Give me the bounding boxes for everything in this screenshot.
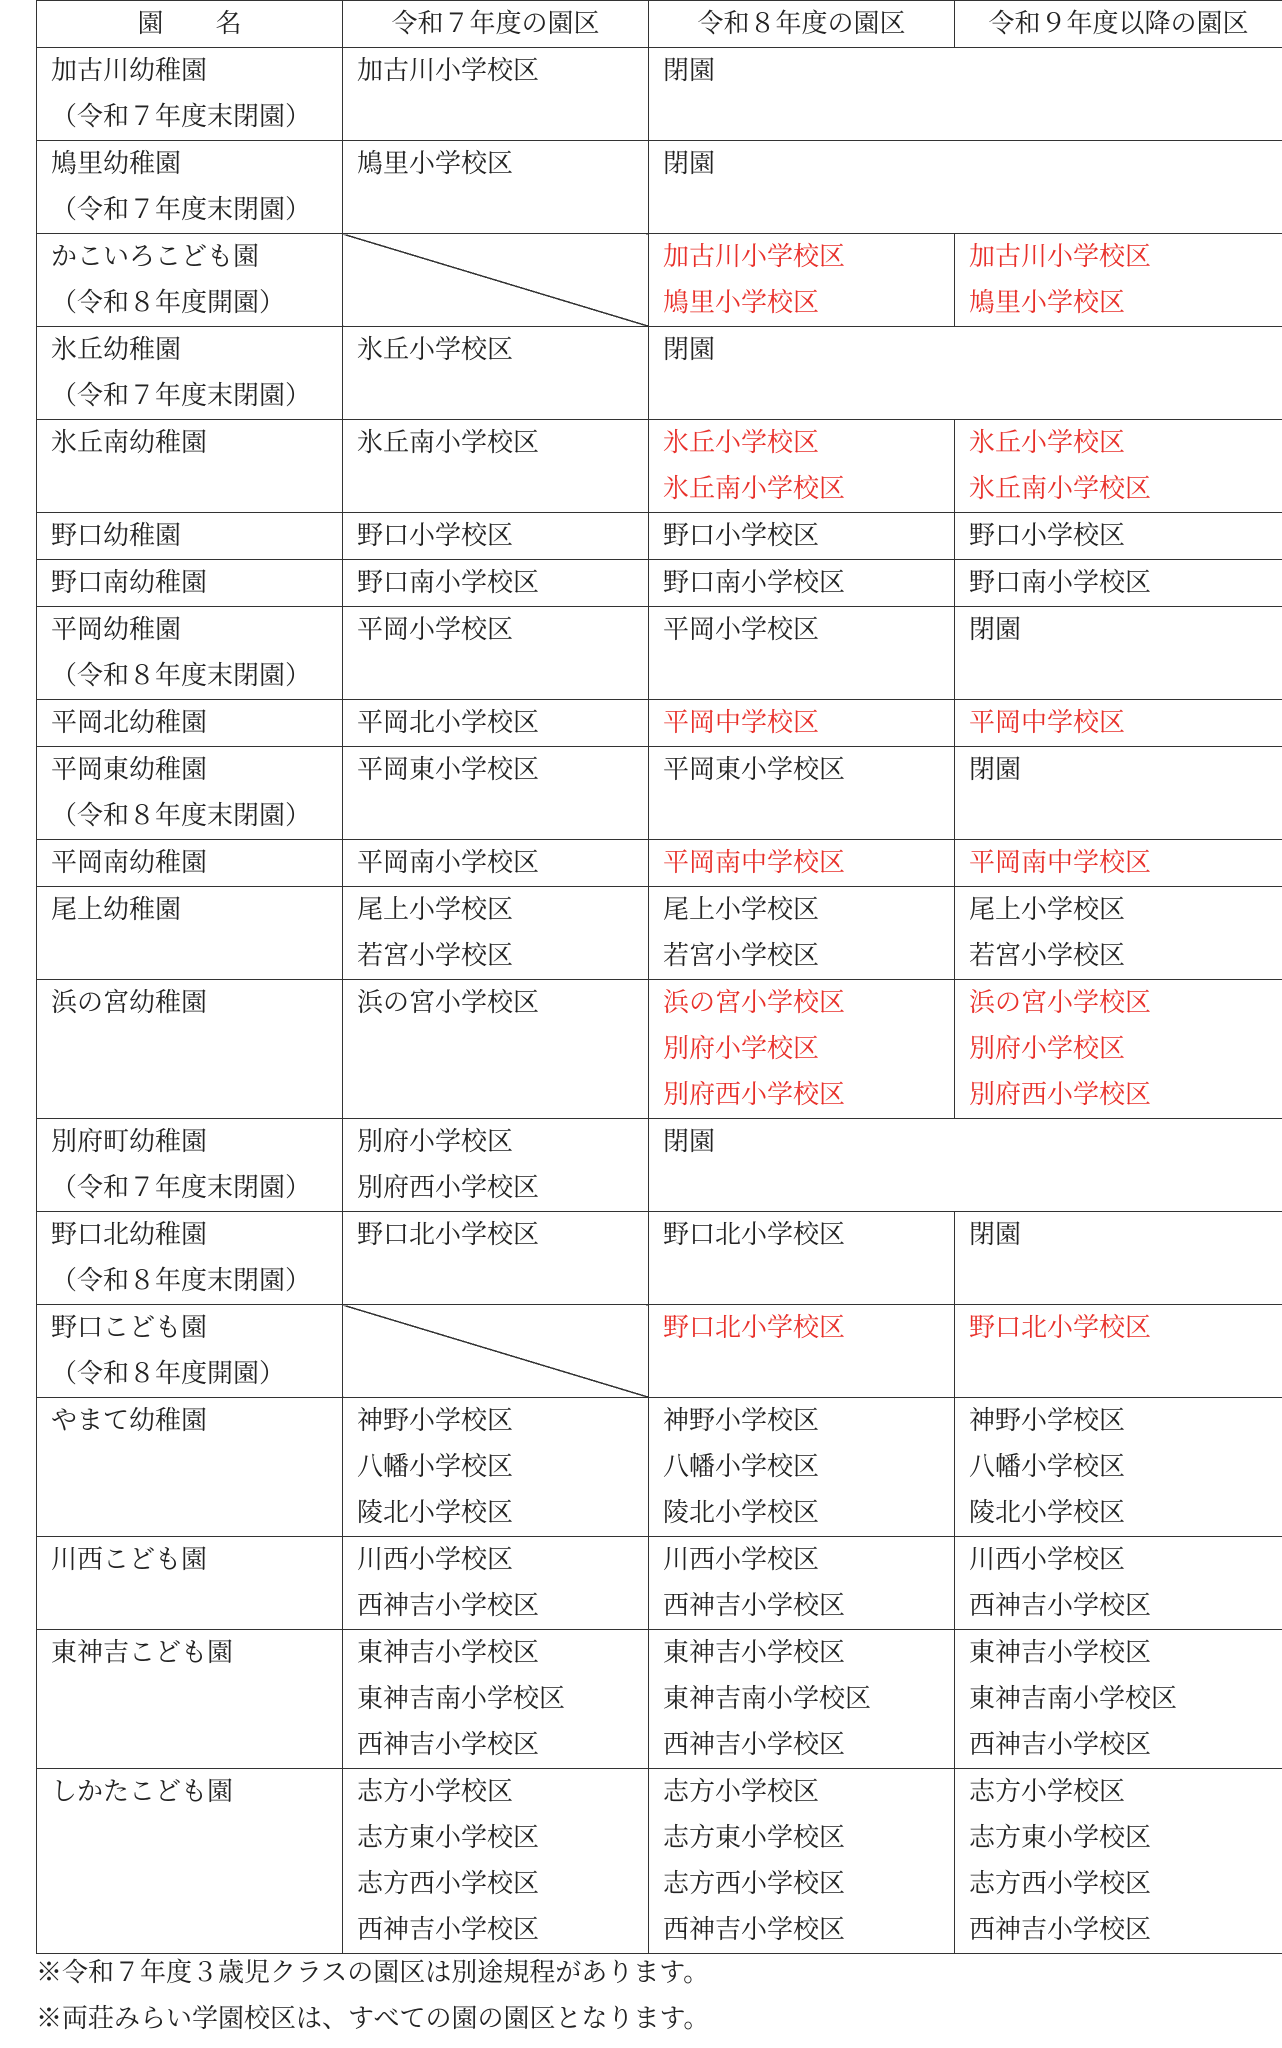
kindergarten-name-cell — [37, 980, 343, 1119]
r7-district-cell — [343, 1119, 649, 1212]
table-row — [37, 840, 1282, 887]
kindergarten-name-cell — [37, 607, 343, 700]
kindergarten-name-cell — [37, 1212, 343, 1305]
r7-district-cell — [343, 1537, 649, 1630]
district-line: 志方小学校区 — [357, 1777, 514, 1807]
r8-district-cell — [649, 1398, 955, 1537]
kindergarten-name-cell — [37, 141, 343, 234]
r9-district-cell — [955, 1212, 1282, 1305]
district-line: 浜の宮小学校区 — [969, 988, 1152, 1018]
district-line: 別府西小学校区 — [969, 1080, 1152, 1110]
table-row — [37, 1305, 1282, 1398]
district-line: 川西小学校区 — [357, 1545, 514, 1575]
district-line: 平岡北小学校区 — [357, 708, 540, 738]
table-row — [37, 234, 1282, 327]
table-row — [37, 887, 1282, 980]
district-line: 別府西小学校区 — [357, 1173, 540, 1203]
district-line: 東神吉小学校区 — [663, 1638, 846, 1668]
r7-district-cell — [343, 48, 649, 141]
district-line: 浜の宮小学校区 — [663, 988, 846, 1018]
district-line: 野口小学校区 — [663, 521, 820, 551]
district-line: 野口小学校区 — [357, 521, 514, 551]
table-row — [37, 1630, 1282, 1769]
kindergarten-name-line: しかたこども園 — [51, 1777, 234, 1807]
district-line: 平岡小学校区 — [663, 615, 820, 645]
r9-district-cell — [955, 747, 1282, 840]
closed-label: 閉園 — [663, 56, 716, 86]
kindergarten-name-line: 野口南幼稚園 — [51, 568, 208, 598]
table-row — [37, 1537, 1282, 1630]
district-line: 鳩里小学校区 — [969, 288, 1126, 318]
r7-district-cell — [343, 747, 649, 840]
kindergarten-name-line: 野口北幼稚園 — [51, 1220, 208, 1250]
r8-district-cell — [649, 234, 955, 327]
district-line: 東神吉小学校区 — [969, 1638, 1152, 1668]
kindergarten-name-cell — [37, 1769, 343, 1954]
closed-cell — [649, 141, 1282, 234]
table-row — [37, 513, 1282, 560]
district-line: 西神吉小学校区 — [663, 1730, 846, 1760]
district-line: 西神吉小学校区 — [663, 1591, 846, 1621]
district-line: 閉園 — [969, 615, 1022, 645]
kindergarten-name-line: 平岡東幼稚園 — [51, 755, 208, 785]
district-line: 志方東小学校区 — [357, 1823, 540, 1853]
r7-district-cell — [343, 1398, 649, 1537]
table-row — [37, 747, 1282, 840]
kindergarten-name-line: 氷丘南幼稚園 — [51, 428, 208, 458]
district-line: 西神吉小学校区 — [969, 1591, 1152, 1621]
district-line: 別府小学校区 — [663, 1034, 820, 1064]
district-line: 志方西小学校区 — [969, 1869, 1152, 1899]
district-line: 野口北小学校区 — [969, 1313, 1152, 1343]
table-row — [37, 1212, 1282, 1305]
kindergarten-name-line: 野口幼稚園 — [51, 521, 182, 551]
r8-district-cell — [649, 1537, 955, 1630]
kindergarten-name-cell — [37, 700, 343, 747]
r7-district-cell — [343, 1630, 649, 1769]
district-line: 若宮小学校区 — [357, 941, 514, 971]
district-line: 西神吉小学校区 — [969, 1915, 1152, 1945]
r8-district-cell — [649, 980, 955, 1119]
table-row — [37, 141, 1282, 234]
district-line: 尾上小学校区 — [663, 895, 820, 925]
district-line: 川西小学校区 — [969, 1545, 1126, 1575]
kindergarten-name-cell — [37, 327, 343, 420]
district-line: 氷丘小学校区 — [663, 428, 820, 458]
r7-district-cell — [343, 420, 649, 513]
district-line: 野口北小学校区 — [663, 1220, 846, 1250]
district-line: 別府小学校区 — [969, 1034, 1126, 1064]
not-applicable-cell — [343, 1305, 649, 1398]
footnote-age3: ※令和７年度３歳児クラスの園区は別途規程があります。 — [36, 1958, 710, 1988]
district-line: 東神吉南小学校区 — [969, 1684, 1178, 1714]
district-line: 志方東小学校区 — [969, 1823, 1152, 1853]
kindergarten-name-line: （令和７年度末閉園） — [51, 102, 312, 132]
district-line: 西神吉小学校区 — [663, 1915, 846, 1945]
district-line: 平岡東小学校区 — [357, 755, 540, 785]
r8-district-cell — [649, 887, 955, 980]
district-line: 平岡中学校区 — [663, 708, 820, 738]
kindergarten-name-line: 浜の宮幼稚園 — [51, 988, 208, 1018]
r9-district-cell — [955, 887, 1282, 980]
r9-district-cell — [955, 1305, 1282, 1398]
kindergarten-name-line: やまて幼稚園 — [51, 1406, 208, 1436]
district-line: 閉園 — [969, 755, 1022, 785]
kindergarten-name-line: かこいろこども園 — [51, 242, 260, 272]
district-line: 志方西小学校区 — [663, 1869, 846, 1899]
kindergarten-name-line: 東神吉こども園 — [51, 1638, 234, 1668]
r8-district-cell — [649, 420, 955, 513]
district-line: 志方東小学校区 — [663, 1823, 846, 1853]
district-line: 陵北小学校区 — [663, 1498, 820, 1528]
table-row — [37, 420, 1282, 513]
r7-district-cell — [343, 887, 649, 980]
r9-district-cell — [955, 840, 1282, 887]
r7-district-cell — [343, 327, 649, 420]
closed-cell — [649, 48, 1282, 141]
district-line: 東神吉小学校区 — [357, 1638, 540, 1668]
kindergarten-name-line: 加古川幼稚園 — [51, 56, 208, 86]
table-row — [37, 1398, 1282, 1537]
district-line: 陵北小学校区 — [969, 1498, 1126, 1528]
district-line: 平岡南小学校区 — [357, 848, 540, 878]
district-line: 西神吉小学校区 — [357, 1730, 540, 1760]
r9-district-cell — [955, 420, 1282, 513]
district-line: 東神吉南小学校区 — [357, 1684, 566, 1714]
district-line: 若宮小学校区 — [969, 941, 1126, 971]
table-row — [37, 1769, 1282, 1954]
table-row — [37, 1119, 1282, 1212]
kindergarten-name-line: （令和８年度開園） — [51, 1359, 286, 1389]
header-row — [37, 1, 1282, 48]
kindergarten-name-line: （令和７年度末閉園） — [51, 195, 312, 225]
table-row — [37, 48, 1282, 141]
table-row — [37, 560, 1282, 607]
kindergarten-name-cell — [37, 560, 343, 607]
kindergarten-name-line: （令和８年度末閉園） — [51, 801, 312, 831]
r9-district-cell — [955, 560, 1282, 607]
kindergarten-name-line: （令和８年度開園） — [51, 288, 286, 318]
r8-district-cell — [649, 560, 955, 607]
kindergarten-name-cell — [37, 513, 343, 560]
kindergarten-name-line: 平岡南幼稚園 — [51, 848, 208, 878]
table-row — [37, 327, 1282, 420]
kindergarten-name-cell — [37, 1119, 343, 1212]
kindergarten-name-cell — [37, 840, 343, 887]
district-line: 氷丘小学校区 — [357, 335, 514, 365]
kindergarten-name-cell — [37, 1398, 343, 1537]
district-line: 陵北小学校区 — [357, 1498, 514, 1528]
district-line: 野口南小学校区 — [663, 568, 846, 598]
closed-label: 閉園 — [663, 1127, 716, 1157]
header-r9-district: 令和９年度以降の園区 — [955, 1, 1282, 48]
table-row — [37, 700, 1282, 747]
district-line: 加古川小学校区 — [969, 242, 1152, 272]
kindergarten-name-line: 尾上幼稚園 — [51, 895, 182, 925]
not-applicable-cell — [343, 234, 649, 327]
district-line: 志方小学校区 — [969, 1777, 1126, 1807]
r8-district-cell — [649, 1212, 955, 1305]
district-line: 若宮小学校区 — [663, 941, 820, 971]
closed-label: 閉園 — [663, 335, 716, 365]
r7-district-cell — [343, 141, 649, 234]
kindergarten-name-line: （令和７年度末閉園） — [51, 381, 312, 411]
r8-district-cell — [649, 1630, 955, 1769]
r8-district-cell — [649, 513, 955, 560]
kindergarten-name-cell — [37, 1305, 343, 1398]
r9-district-cell — [955, 607, 1282, 700]
district-line: 平岡中学校区 — [969, 708, 1126, 738]
footnotes — [36, 1950, 709, 2042]
district-line: 別府西小学校区 — [663, 1080, 846, 1110]
r7-district-cell — [343, 980, 649, 1119]
kindergarten-name-line: 氷丘幼稚園 — [51, 335, 182, 365]
kindergarten-name-line: 別府町幼稚園 — [51, 1127, 208, 1157]
r7-district-cell — [343, 1212, 649, 1305]
r9-district-cell — [955, 1537, 1282, 1630]
district-line: 尾上小学校区 — [969, 895, 1126, 925]
r7-district-cell — [343, 560, 649, 607]
kindergarten-name-line: （令和７年度末閉園） — [51, 1173, 312, 1203]
header-kindergarten-name: 園 名 — [37, 1, 343, 48]
r9-district-cell — [955, 700, 1282, 747]
district-line: 平岡小学校区 — [357, 615, 514, 645]
table-row — [37, 980, 1282, 1119]
district-line: 野口南小学校区 — [969, 568, 1152, 598]
district-line: 閉園 — [969, 1220, 1022, 1250]
kindergarten-name-line: 野口こども園 — [51, 1313, 208, 1343]
r9-district-cell — [955, 1398, 1282, 1537]
district-line: 加古川小学校区 — [663, 242, 846, 272]
district-line: 別府小学校区 — [357, 1127, 514, 1157]
district-line: 西神吉小学校区 — [357, 1915, 540, 1945]
kindergarten-name-line: （令和８年度末閉園） — [51, 661, 312, 691]
district-line: 野口小学校区 — [969, 521, 1126, 551]
district-line: 加古川小学校区 — [357, 56, 540, 86]
kindergarten-name-line: 平岡北幼稚園 — [51, 708, 208, 738]
r7-district-cell — [343, 700, 649, 747]
kindergarten-name-cell — [37, 48, 343, 141]
r7-district-cell — [343, 513, 649, 560]
district-line: 氷丘南小学校区 — [663, 474, 846, 504]
district-line: 神野小学校区 — [663, 1406, 820, 1436]
kindergarten-name-cell — [37, 1630, 343, 1769]
r8-district-cell — [649, 700, 955, 747]
kindergarten-name-line: （令和８年度末閉園） — [51, 1266, 312, 1296]
district-line: 尾上小学校区 — [357, 895, 514, 925]
district-line: 志方西小学校区 — [357, 1869, 540, 1899]
r8-district-cell — [649, 1305, 955, 1398]
footnote-ryoso: ※両荘みらい学園校区は、すべての園の園区となります。 — [36, 2004, 710, 2034]
r8-district-cell — [649, 1769, 955, 1954]
district-line: 鳩里小学校区 — [357, 149, 514, 179]
district-line: 野口南小学校区 — [357, 568, 540, 598]
r9-district-cell — [955, 1769, 1282, 1954]
district-line: 野口北小学校区 — [357, 1220, 540, 1250]
district-line: 川西小学校区 — [663, 1545, 820, 1575]
r8-district-cell — [649, 840, 955, 887]
r7-district-cell — [343, 840, 649, 887]
kindergarten-name-cell — [37, 747, 343, 840]
district-line: 平岡南中学校区 — [663, 848, 846, 878]
r8-district-cell — [649, 607, 955, 700]
r9-district-cell — [955, 234, 1282, 327]
district-line: 東神吉南小学校区 — [663, 1684, 872, 1714]
kindergarten-name-cell — [37, 420, 343, 513]
district-line: 氷丘南小学校区 — [357, 428, 540, 458]
closed-cell — [649, 327, 1282, 420]
district-line: 野口北小学校区 — [663, 1313, 846, 1343]
r9-district-cell — [955, 980, 1282, 1119]
kindergarten-name-line: 川西こども園 — [51, 1545, 208, 1575]
kindergarten-name-line: 平岡幼稚園 — [51, 615, 182, 645]
r8-district-cell — [649, 747, 955, 840]
district-line: 西神吉小学校区 — [357, 1591, 540, 1621]
district-line: 浜の宮小学校区 — [357, 988, 540, 1018]
district-line: 平岡南中学校区 — [969, 848, 1152, 878]
r7-district-cell — [343, 1769, 649, 1954]
district-line: 志方小学校区 — [663, 1777, 820, 1807]
header-r8-district: 令和８年度の園区 — [649, 1, 955, 48]
district-line: 西神吉小学校区 — [969, 1730, 1152, 1760]
table-row — [37, 607, 1282, 700]
district-line: 八幡小学校区 — [969, 1452, 1126, 1482]
kindergarten-name-cell — [37, 1537, 343, 1630]
district-line: 八幡小学校区 — [663, 1452, 820, 1482]
closed-cell — [649, 1119, 1282, 1212]
district-line: 八幡小学校区 — [357, 1452, 514, 1482]
district-line: 神野小学校区 — [357, 1406, 514, 1436]
district-line: 鳩里小学校区 — [663, 288, 820, 318]
kindergarten-name-line: 鳩里幼稚園 — [51, 149, 182, 179]
table-body — [37, 48, 1282, 1954]
header-r7-district: 令和７年度の園区 — [343, 1, 649, 48]
kindergarten-district-table — [36, 0, 1282, 1954]
district-line: 平岡東小学校区 — [663, 755, 846, 785]
district-line: 氷丘南小学校区 — [969, 474, 1152, 504]
r7-district-cell — [343, 607, 649, 700]
closed-label: 閉園 — [663, 149, 716, 179]
kindergarten-name-cell — [37, 234, 343, 327]
district-line: 神野小学校区 — [969, 1406, 1126, 1436]
kindergarten-name-cell — [37, 887, 343, 980]
district-line: 氷丘小学校区 — [969, 428, 1126, 458]
r9-district-cell — [955, 1630, 1282, 1769]
r9-district-cell — [955, 513, 1282, 560]
